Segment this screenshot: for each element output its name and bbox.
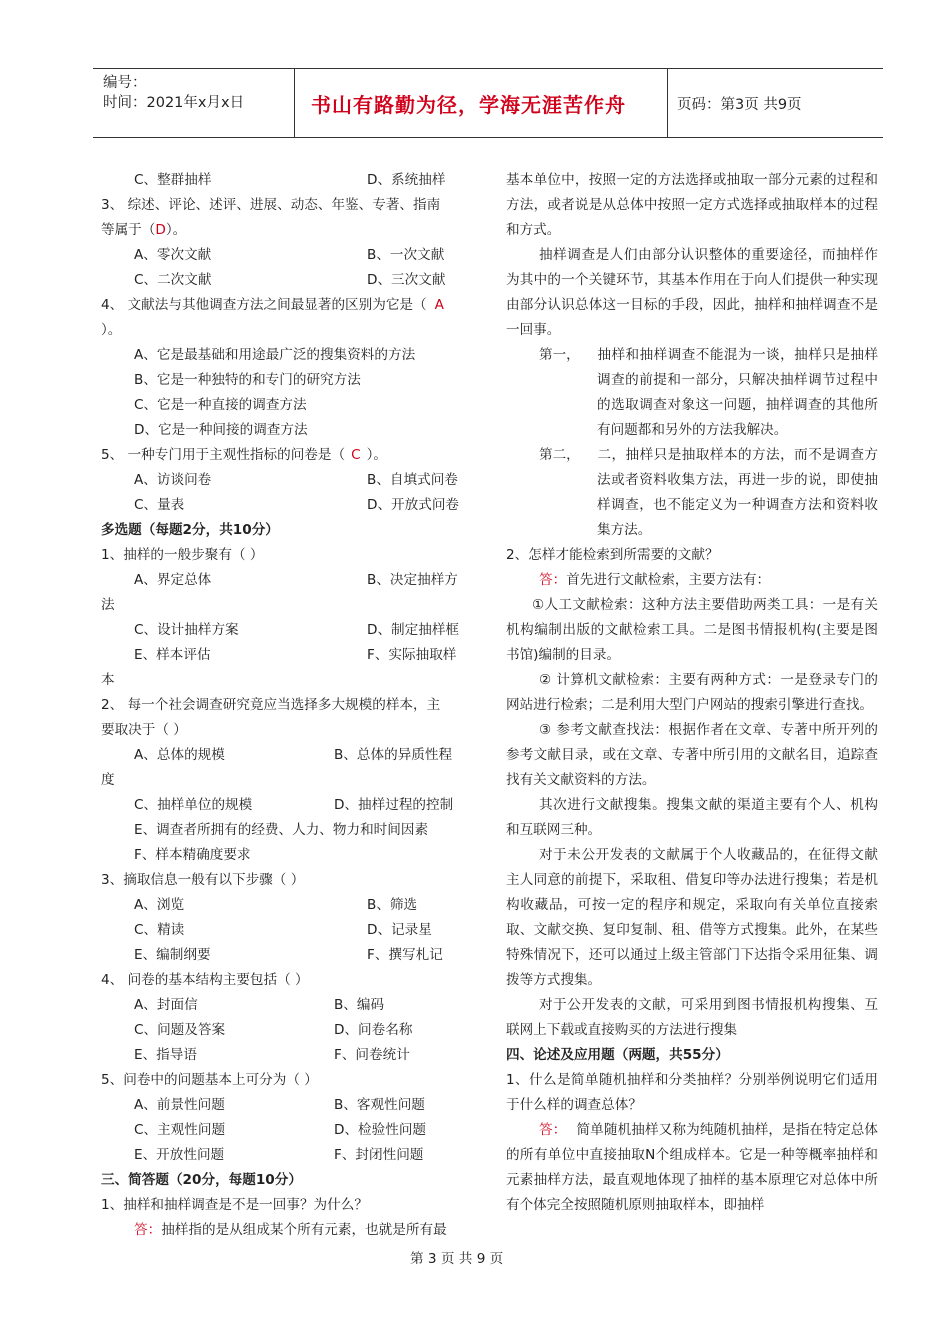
section-title: 多选题（每题2分，共10分）: [101, 522, 279, 538]
option: A、界定总体: [134, 572, 212, 588]
question-text: 1、什么是简单随机抽样和分类抽样？分别举例说明它们适用于什么样的调查总体？: [506, 1072, 878, 1113]
option: D、检验性问题: [334, 1122, 427, 1138]
option: A、访谈问卷: [134, 472, 212, 488]
option: B、决定抽样方: [367, 572, 458, 588]
option-row: [101, 918, 473, 943]
question-text: 等属于（D）。: [101, 222, 187, 238]
option: F、样本精确度要求: [134, 847, 251, 863]
section-title: 三、简答题（20分，每题10分）: [101, 1172, 302, 1188]
left-column: [101, 168, 473, 1243]
right-column: [506, 168, 878, 1218]
option: F、实际抽取样: [367, 647, 457, 663]
question-text: 1、抽样和抽样调查是不是一回事？为什么？: [101, 1197, 368, 1213]
method-item: ② 计算机文献检索：主要有两种方式：一是登录专门的网站进行检索；二是利用大型门户网站的搜索引擎进行查找。: [506, 672, 878, 713]
option: C、设计抽样方案: [134, 622, 239, 638]
option: B、编码: [334, 997, 385, 1013]
question-text: 3、 综述、评论、述评、进展、动态、年鉴、专著、指南: [101, 197, 441, 213]
paragraph: 对于未公开发表的文献属于个人收藏品的，在征得文献主人同意的前提下，采取租、借复印等办法进行搜集；若是机构收藏品，可按一定的程序和规定，采取向有关单位直接索取、文献交换、复印复制、租、借等方式搜集。此外，在某些特殊情况下，还可以通过上级主管部门下达指令采用征集、调拨等方式搜集。: [506, 847, 878, 988]
option: A、封面信: [134, 997, 198, 1013]
option-row: [101, 643, 473, 668]
option: B、总体的异质性程: [334, 747, 453, 763]
option: B、它是一种独特的和专门的研究方法: [134, 372, 361, 388]
option: D、系统抽样: [367, 172, 446, 188]
header-divider: [294, 69, 295, 137]
header-meta: [103, 73, 244, 113]
question-text: 要取决于（ ）: [101, 722, 187, 738]
question-text: 4、 问卷的基本结构主要包括（ ）: [101, 972, 309, 988]
option-row: [101, 1018, 473, 1043]
page-header: [93, 68, 883, 138]
option: C、精读: [134, 922, 185, 938]
option-row: [101, 468, 473, 493]
page-code: 页码：第3页 共9页: [677, 97, 802, 113]
option-row: [101, 1118, 473, 1143]
answer-label: 答：: [539, 1122, 567, 1138]
option: A、它是最基础和用途最广泛的搜集资料的方法: [134, 347, 416, 363]
option: C、主观性问题: [134, 1122, 226, 1138]
number-label: 编号：: [103, 75, 147, 91]
option: B、筛选: [367, 897, 418, 913]
time-label: 时间：2021年x月x日: [103, 95, 245, 111]
header-divider: [667, 69, 668, 137]
option-row: [101, 1043, 473, 1068]
question-text: 5、 一种专门用于主观性指标的问卷是（ C ）。: [101, 447, 387, 463]
option-row: [101, 993, 473, 1018]
option: C、抽样单位的规模: [134, 797, 253, 813]
question-text: ）。: [101, 322, 122, 338]
option-continuation: 本: [101, 672, 115, 688]
answer-label: 答：: [539, 572, 567, 588]
option: D、制定抽样框: [367, 622, 460, 638]
question-text: 2、怎样才能检索到所需要的文献？: [506, 547, 719, 563]
question-text: 1、抽样的一般步聚有（ ）: [101, 547, 264, 563]
option: C、二次文献: [134, 272, 212, 288]
option: B、一次文献: [367, 247, 445, 263]
question-text: 2、 每一个社会调查研究竟应当选择多大规模的样本，主: [101, 697, 441, 713]
option: D、三次文献: [367, 272, 446, 288]
answer-text: 答： 简单随机抽样又称为纯随机抽样，是指在特定总体的所有单位中直接抽取N个组成样本。它是一种等概率抽样和元素抽样方法，最直观地体现了抽样的基本原理它对总体中所有个体完全按照随机原则抽取样本，即抽样: [506, 1122, 879, 1213]
option: F、问卷统计: [334, 1047, 410, 1063]
option: C、问题及答案: [134, 1022, 226, 1038]
answer-text: 答：抽样指的是从组成某个所有元素，也就是所有最: [134, 1222, 447, 1238]
option: D、它是一种间接的调查方法: [134, 422, 308, 438]
question-text: 4、 文献法与其他调查方法之间最显著的区别为它是（ A: [101, 297, 444, 313]
option: B、客观性问题: [334, 1097, 425, 1113]
option-row: [101, 568, 473, 593]
option-row: [101, 793, 473, 818]
answer-text: 答：首先进行文献检索，主要方法有：: [539, 572, 771, 588]
option: E、指导语: [134, 1047, 197, 1063]
method-item: ③ 参考文献查找法：根据作者在文章、专著中所开列的参考文献目录，或在文章、专著中所引用的文献名目，追踪查找有关文献资料的方法。: [506, 722, 878, 788]
option: B、自填式问卷: [367, 472, 458, 488]
point-second: 第二， 二，抽样只是抽取样本的方法，而不是调查方法或者资料收集方法，再进一步的说，即使抽样调查，也不能定义为一种调查方法和资料收集方法。: [506, 443, 878, 543]
option: E、编制纲要: [134, 947, 211, 963]
paragraph: 抽样调查是人们由部分认识整体的重要途径，而抽样作为其中的一个关键环节，其基本作用在于向人们提供一种实现由部分认识总体这一目标的手段，因此，抽样和抽样调查不是一回事。: [506, 247, 878, 338]
option-row: [101, 893, 473, 918]
option-row: [101, 943, 473, 968]
option-row: [101, 1143, 473, 1168]
option-row: [101, 493, 473, 518]
option: D、记录星: [367, 922, 432, 938]
option-row: [101, 243, 473, 268]
header-motto: 书山有路勤为径，学海无涯苦作舟: [311, 93, 626, 117]
option: A、零次文献: [134, 247, 212, 263]
option-row: [101, 268, 473, 293]
question-text: 5、问卷中的问题基本上可分为（ ）: [101, 1072, 318, 1088]
option-continuation: 度: [101, 772, 115, 788]
paragraph: 其次进行文献搜集。搜集文献的渠道主要有个人、机构和互联网三种。: [506, 797, 878, 838]
option: E、开放性问题: [134, 1147, 225, 1163]
option: C、量表: [134, 497, 185, 513]
option: A、前景性问题: [134, 1097, 225, 1113]
option-continuation: 法: [101, 597, 115, 613]
question-text: 3、摘取信息一般有以下步骤（ ）: [101, 872, 305, 888]
page-footer: 第 3 页 共 9 页: [410, 1251, 504, 1267]
answer-mark: D: [155, 222, 166, 238]
option-row: [101, 743, 473, 768]
option: E、样本评估: [134, 647, 211, 663]
option: F、封闭性问题: [334, 1147, 424, 1163]
point-tag: 第一，: [539, 347, 580, 363]
option-row: [101, 168, 473, 193]
option: A、总体的规模: [134, 747, 225, 763]
option: C、它是一种直接的调查方法: [134, 397, 307, 413]
answer-mark: C: [351, 447, 361, 463]
paragraph: 对于公开发表的文献，可采用到图书情报机构搜集、互联网上下载或直接购买的方法进行搜集: [506, 997, 878, 1038]
option-row: [101, 618, 473, 643]
option: D、开放式问卷: [367, 497, 460, 513]
method-item: ①人工文献检索：这种方法主要借助两类工具：一是有关机构编制出版的文献检索工具。二是图书情报机构(主要是图书馆)编制的目录。: [506, 597, 878, 663]
option: E、调查者所拥有的经费、人力、物力和时间因素: [134, 822, 429, 838]
point-first: 第一， 抽样和抽样调查不能混为一谈，抽样只是抽样调查的前提和一部分，只解决抽样调节过程中的选取调查对象这一问题，抽样调查的其他所有问题都和另外的方法我解决。: [506, 343, 878, 443]
answer-label: 答：: [134, 1222, 162, 1238]
option: F、撰写札记: [367, 947, 443, 963]
answer-mark: A: [434, 297, 444, 313]
option: C、整群抽样: [134, 172, 212, 188]
option-row: [101, 1093, 473, 1118]
paragraph: 基本单位中，按照一定的方法选择或抽取一部分元素的过程和方法，或者说是从总体中按照一定方式选择或抽取样本的过程和方式。: [506, 172, 878, 238]
option: D、抽样过程的控制: [334, 797, 454, 813]
section-title: 四、论述及应用题（两题，共55分）: [506, 1047, 729, 1063]
point-tag: 第二，: [539, 447, 580, 463]
option: A、浏览: [134, 897, 185, 913]
option: D、问卷名称: [334, 1022, 413, 1038]
